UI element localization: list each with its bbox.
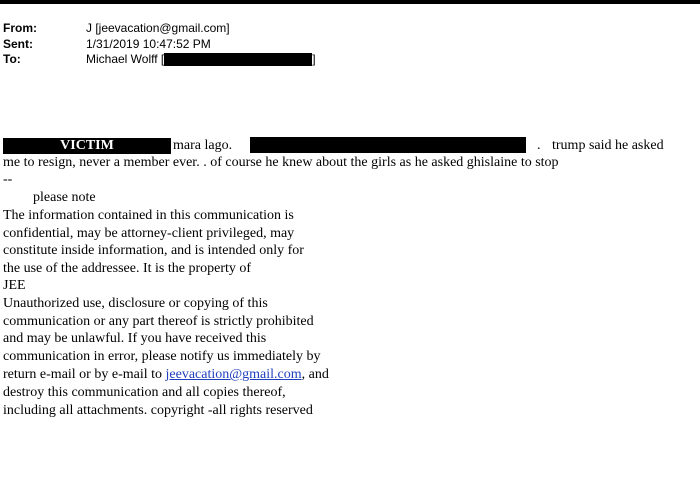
body-segment-2: .: [537, 138, 541, 153]
from-value: J [jeevacation@gmail.com]: [86, 21, 230, 35]
notice-line: confidential, may be attorney-client privileged, may: [3, 226, 295, 241]
notice-line: JEE: [3, 278, 26, 293]
body-line-2: me to resign, never a member ever. . of course he knew about the girls as he asked ghislaine to stop: [3, 155, 559, 170]
notice-line: and may be unlawful. If you have received this: [3, 331, 267, 346]
notice-line: The information contained in this communication is: [3, 208, 294, 223]
notice-line: constitute inside information, and is intended only for: [3, 243, 304, 258]
body-segment-1: mara lago.: [173, 138, 233, 153]
redaction-bar-long: [250, 137, 526, 153]
to-value: [86, 52, 316, 66]
notice-line: destroy this communication and all copies thereof,: [3, 385, 286, 400]
notice-line: Unauthorized use, disclosure or copying of this: [3, 296, 268, 311]
to-label: To:: [3, 52, 21, 66]
email-link[interactable]: jeevacation@gmail.com: [165, 367, 302, 382]
body-segment-3: trump said he asked: [552, 138, 664, 153]
sent-label: Sent:: [3, 37, 33, 51]
signature-separator: --: [3, 172, 13, 187]
sent-value: 1/31/2019 10:47:52 PM: [86, 37, 211, 51]
please-note: please note: [33, 190, 96, 205]
notice-line: including all attachments. copyright -all rights reserved: [3, 403, 313, 418]
body-line-1: [3, 137, 697, 154]
to-close-bracket: ]: [312, 52, 316, 66]
return-prefix: return e-mail or by e-mail to: [3, 367, 166, 382]
return-suffix: , and: [301, 367, 329, 382]
top-rule: [0, 0, 700, 4]
redaction-bar: [164, 53, 312, 66]
notice-line: communication or any part thereof is strictly prohibited: [3, 314, 314, 329]
notice-line: the use of the addressee. It is the property of: [3, 261, 252, 276]
notice-line: communication in error, please notify us immediately by: [3, 349, 321, 364]
to-name: Michael Wolff [: [86, 52, 165, 66]
victim-redaction: VICTIM: [3, 138, 171, 154]
notice-return-line: [3, 366, 329, 383]
from-label: From:: [3, 21, 37, 35]
